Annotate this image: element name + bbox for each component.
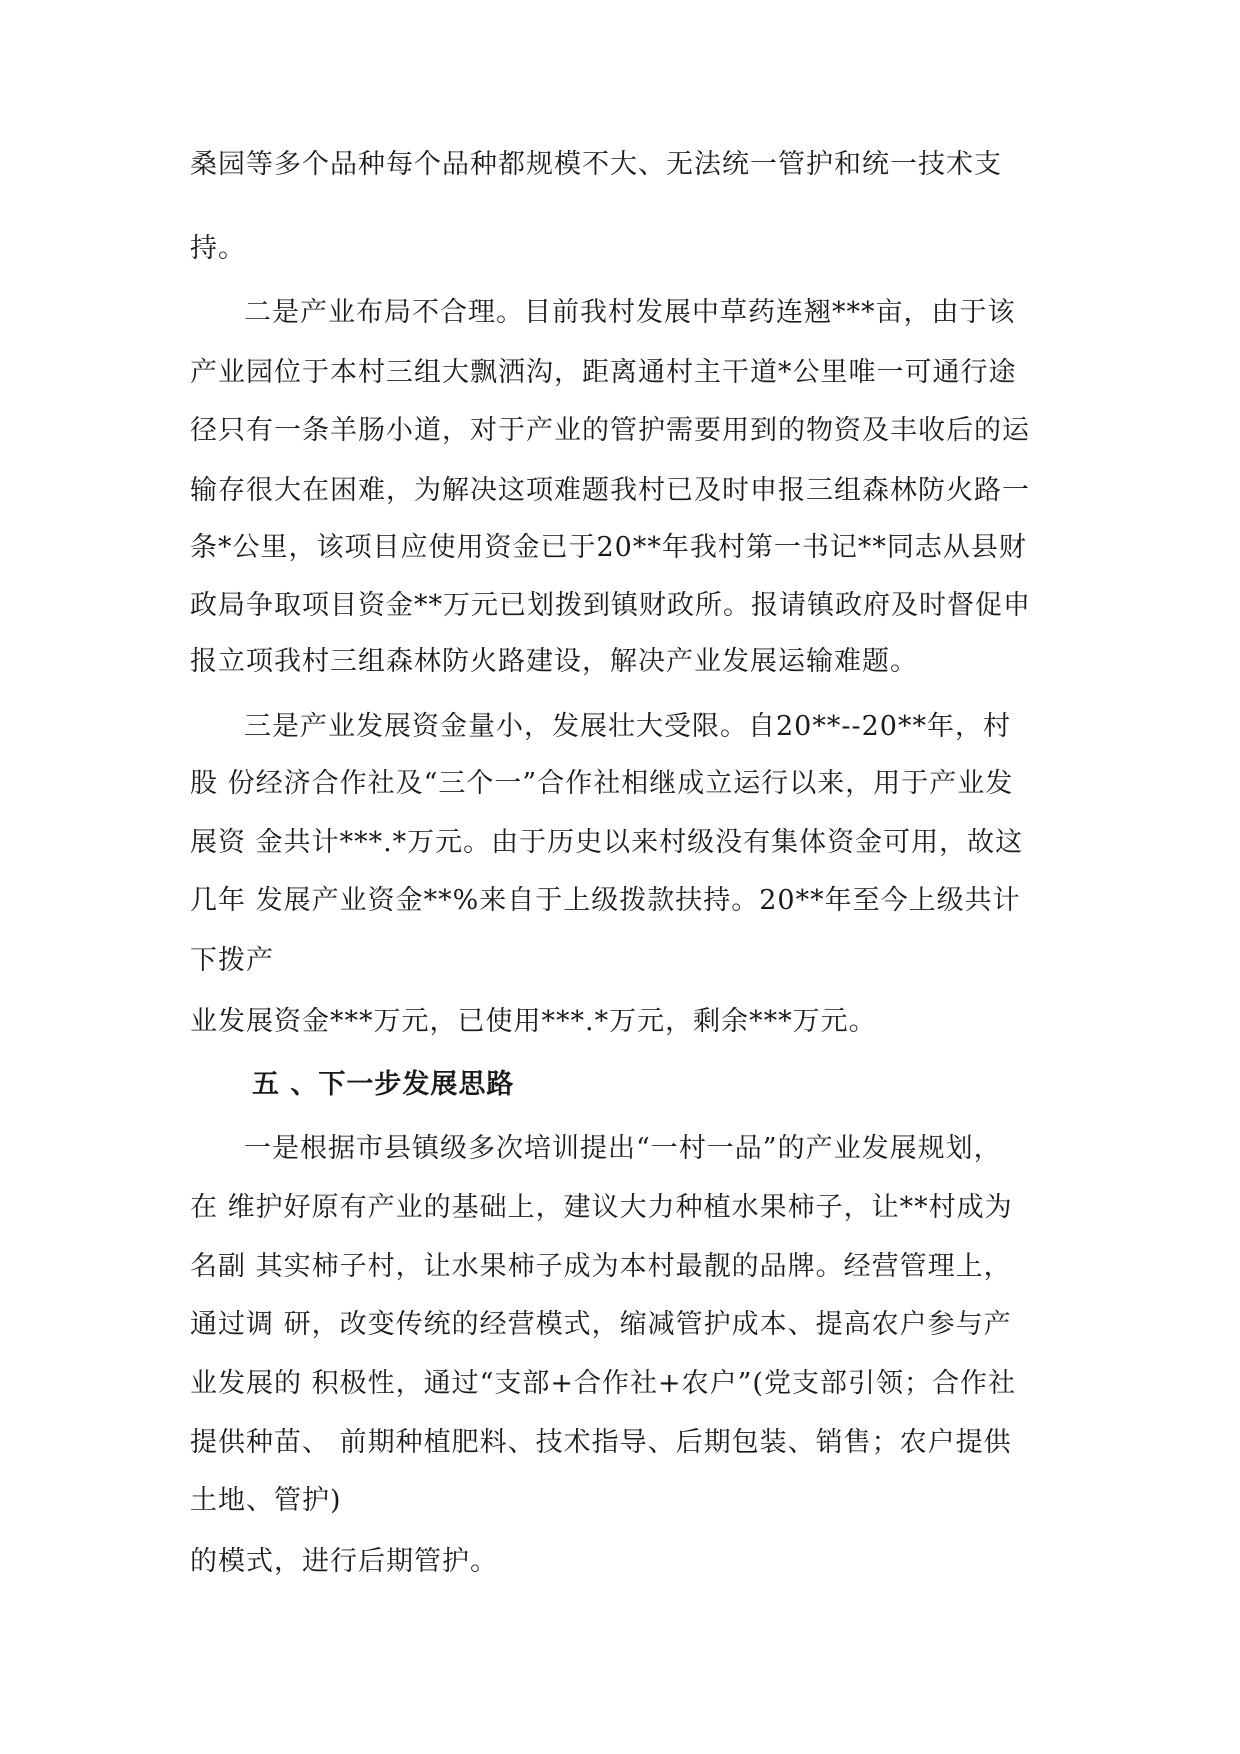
paragraph-line: 在 维护好原有产业的基础上，建议大力种植水果柿子，让**村成为 [190, 1192, 1013, 1223]
paragraph-line: 桑园等多个品种每个品种都规模不大、无法统一管护和统一技术支 [190, 149, 1002, 180]
paragraph-line: 名副 其实柿子村，让水果柿子成为本村最靓的品牌。经营管理上， [190, 1251, 1012, 1282]
paragraph-line: 业发展的 积极性，通过“支部+合作社+农户”(党支部引领；合作社 [190, 1368, 1016, 1399]
paragraph-line: 径只有一条羊肠小道，对于产业的管护需要用到的物资及丰收后的运 [190, 415, 1030, 446]
paragraph-line: 的模式，进行后期管护。 [190, 1546, 498, 1577]
paragraph-line: 政局争取项目资金**万元已划拨到镇财政所。报请镇政府及时督促申 [190, 590, 1031, 621]
paragraph-line: 报立项我村三组森林防火路建设，解决产业发展运输难题。 [190, 646, 918, 677]
paragraph-line: 条*公里，该项目应使用资金已于20**年我村第一书记**同志从县财 [190, 532, 1027, 563]
paragraph-line: 一是根据市县镇级多次培训提出“一村一品”的产业发展规划， [244, 1133, 1002, 1164]
paragraph-line: 几年 发展产业资金**%来自于上级拨款扶持。20**年至今上级共计 [190, 885, 1021, 916]
paragraph-line: 产业园位于本村三组大飘洒沟，距离通村主干道*公里唯一可通行途 [190, 357, 1017, 388]
paragraph-line: 下拨产 [190, 945, 274, 976]
paragraph-line: 三是产业发展资金量小，发展壮大受限。自20**--20**年，村 [244, 711, 1011, 742]
paragraph-line: 通过调 研，改变传统的经营模式，缩减管护成本、提高农户参与产 [190, 1309, 1012, 1340]
paragraph-line: 二是产业布局不合理。目前我村发展中草药连翘***亩，由于该 [244, 297, 1016, 328]
paragraph-line: 提供种苗、 前期种植肥料、技术指导、后期包装、销售；农户提供 [190, 1427, 1012, 1458]
paragraph-line: 股 份经济合作社及“三个一”合作社相继成立运行以来，用于产业发 [190, 768, 1014, 799]
section-heading: 五 、下一步发展思路 [252, 1069, 515, 1100]
paragraph-line: 展资 金共计***.*万元。由于历史以来村级没有集体资金可用，故这 [190, 827, 1024, 858]
paragraph-line: 持。 [190, 233, 246, 264]
paragraph-line: 输存很大在困难，为解决这项难题我村已及时申报三组森林防火路一 [190, 475, 1030, 506]
paragraph-line: 土地、管护) [190, 1485, 342, 1516]
paragraph-line: 业发展资金***万元，已使用***.*万元，剩余***万元。 [190, 1006, 877, 1037]
